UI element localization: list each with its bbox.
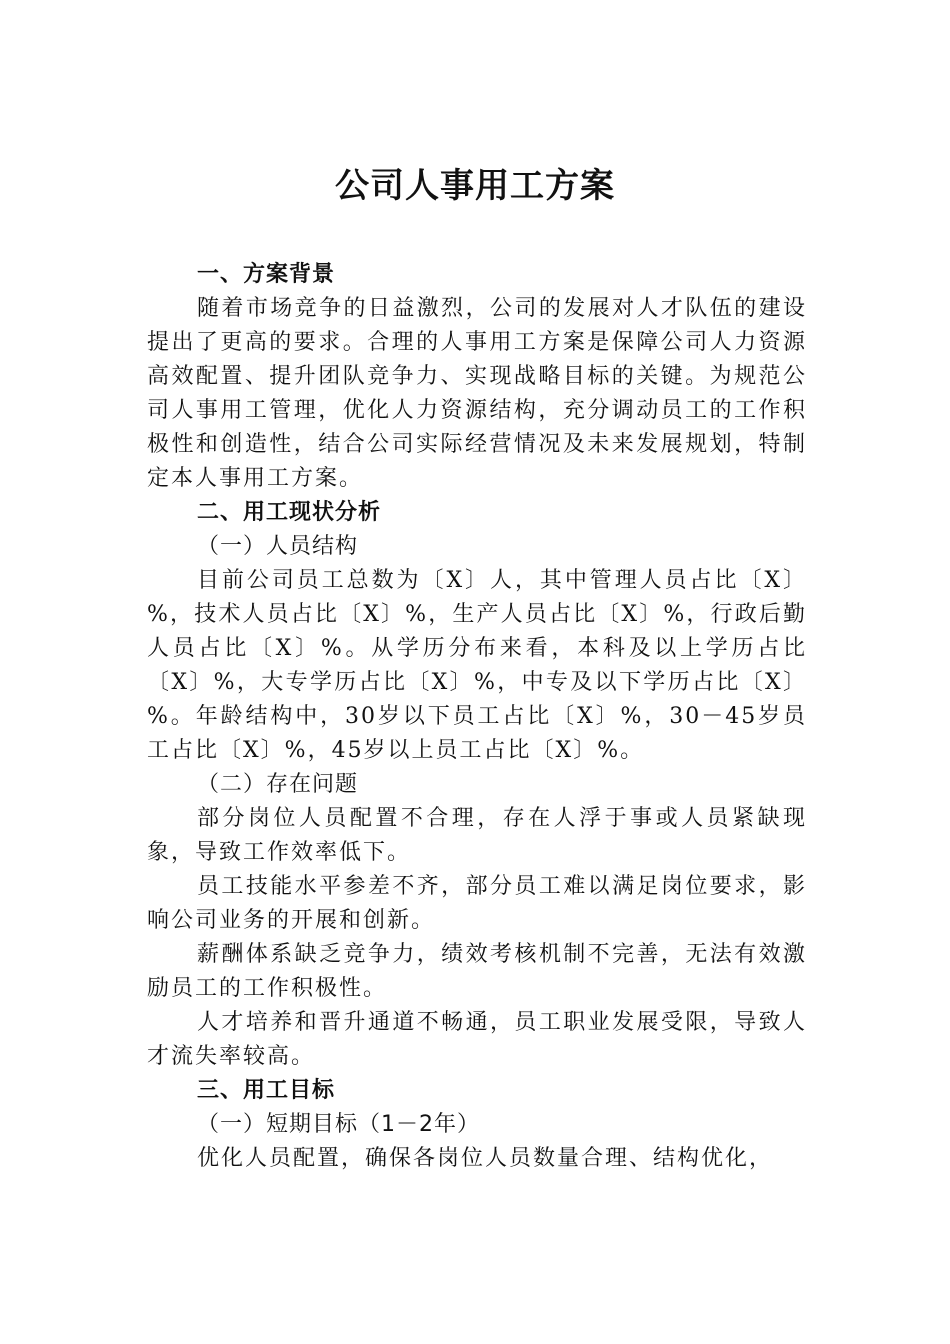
- section-heading-background: 一、方案背景: [197, 262, 336, 287]
- paragraph-problem-3: 薪酬体系缺乏竞争力，绩效考核机制不完善，无法有效激励员工的工作积极性。: [147, 942, 807, 1001]
- paragraph-staff-structure: 目前公司员工总数为〔X〕人，其中管理人员占比〔X〕%，技术人员占比〔X〕%，生产人员占比〔X〕%，行政后勤人员占比〔X〕%。从学历分布来看，本科及以上学历占比〔X〕%，大专学历占比〔X〕%，中专及以下学历占比〔X〕%。年龄结构中，30岁以下员工占比〔X〕%，30－45岁员工占比〔X〕%，45岁以上员工占比〔X〕%。: [147, 568, 807, 763]
- subheading-short-term-goals: （一）短期目标（1－2年）: [197, 1112, 480, 1137]
- paragraph-problem-4: 人才培养和晋升通道不畅通，员工职业发展受限，导致人才流失率较高。: [147, 1010, 807, 1069]
- paragraph-problem-1: 部分岗位人员配置不合理，存在人浮于事或人员紧缺现象，导致工作效率低下。: [147, 806, 807, 865]
- paragraph-problem-2: 员工技能水平参差不齐，部分员工难以满足岗位要求，影响公司业务的开展和创新。: [147, 874, 807, 933]
- paragraph-short-term-goals: 优化人员配置，确保各岗位人员数量合理、结构优化，: [197, 1146, 774, 1171]
- document-title: 公司人事用工方案: [335, 166, 615, 206]
- subheading-staff-structure: （一）人员结构: [197, 534, 359, 559]
- section-heading-status-analysis: 二、用工现状分析: [197, 500, 382, 525]
- subheading-existing-problems: （二）存在问题: [197, 772, 359, 797]
- document-body: [147, 258, 807, 1176]
- section-heading-goals: 三、用工目标: [197, 1078, 336, 1103]
- paragraph-background: 随着市场竞争的日益激烈，公司的发展对人才队伍的建设提出了更高的要求。合理的人事用工方案是保障公司人力资源高效配置、提升团队竞争力、实现战略目标的关键。为规范公司人事用工管理，优化人力资源结构，充分调动员工的工作积极性和创造性，结合公司实际经营情况及未来发展规划，特制定本人事用工方案。: [147, 296, 807, 491]
